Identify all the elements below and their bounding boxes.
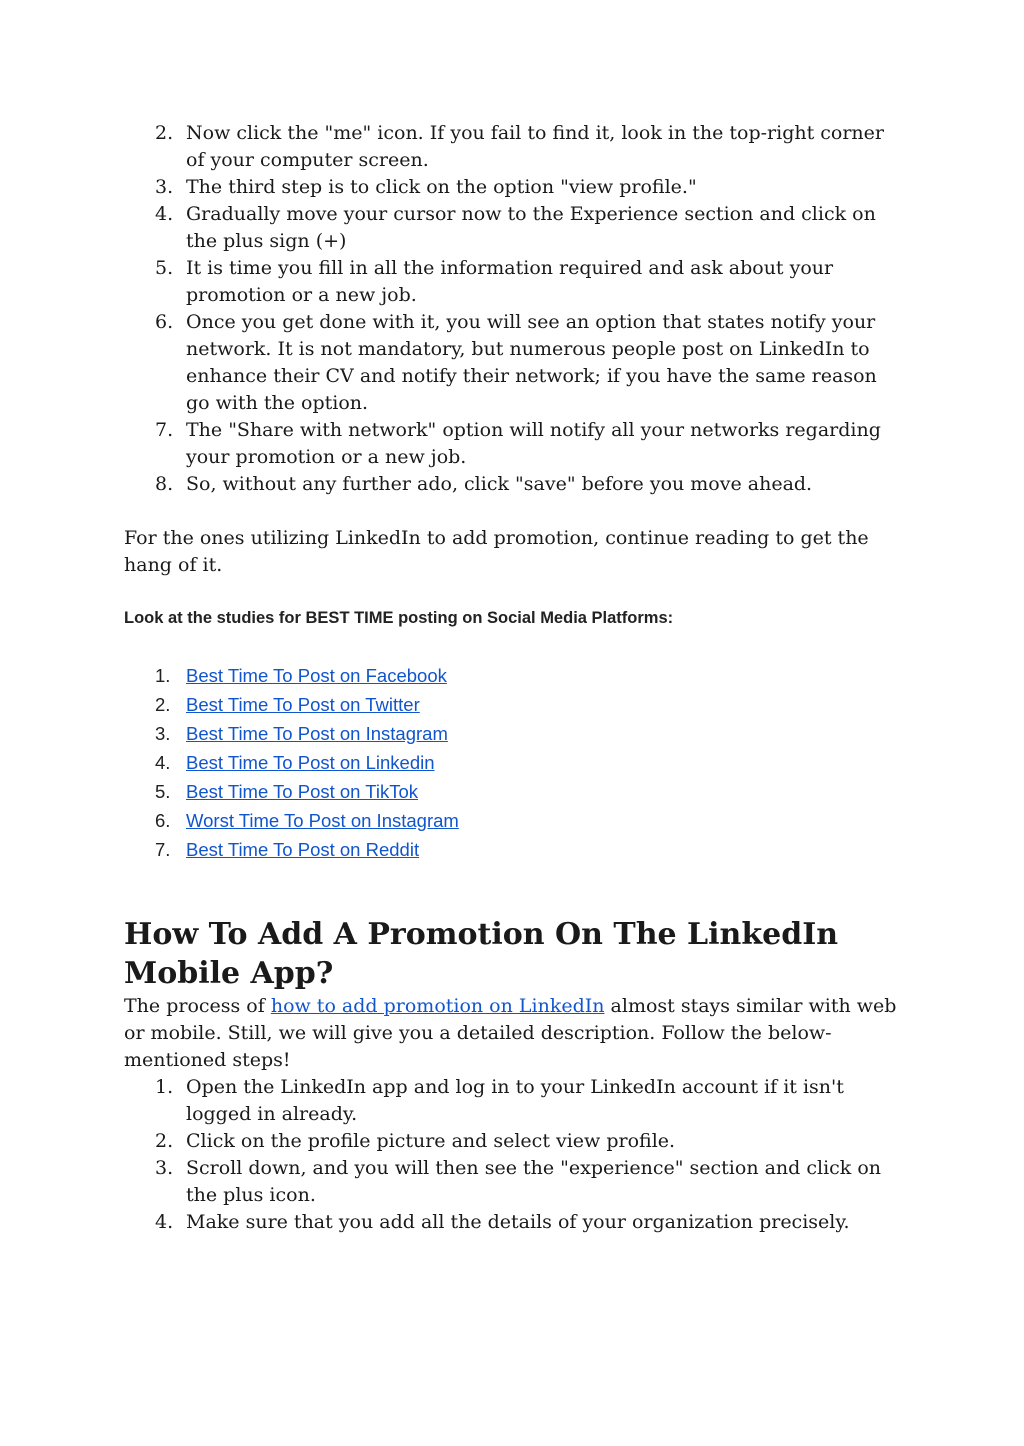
document-page <box>124 120 904 1236</box>
list-number: 3. <box>155 1157 174 1179</box>
link-best-time-facebook[interactable]: Best Time To Post on Facebook <box>186 665 447 686</box>
web-steps-list <box>124 120 904 498</box>
list-number: 3. <box>155 176 174 198</box>
link-best-time-tiktok[interactable]: Best Time To Post on TikTok <box>186 781 419 802</box>
list-number: 1. <box>155 665 171 686</box>
list-item <box>124 835 904 864</box>
list-number: 6. <box>155 810 171 831</box>
link-worst-time-instagram[interactable]: Worst Time To Post on Instagram <box>186 810 459 831</box>
list-number: 5. <box>155 781 171 802</box>
studies-heading: Look at the studies for BEST TIME posting on Social Media Platforms: <box>124 609 674 627</box>
list-number: 7. <box>155 419 174 441</box>
list-item <box>124 1074 904 1128</box>
list-item <box>124 471 904 498</box>
list-number: 8. <box>155 473 174 495</box>
list-item <box>124 309 904 417</box>
list-number: 2. <box>155 1130 174 1152</box>
list-item-text: Once you get done with it, you will see an option that states notify your network. It is not mandatory, but numerous people post on LinkedIn to enhance their CV and notify their network; if you have the same reason go with the option. <box>186 311 877 414</box>
list-item <box>124 174 904 201</box>
list-number: 4. <box>155 203 174 225</box>
list-item-text: Click on the profile picture and select view profile. <box>186 1130 676 1152</box>
paragraph-text: The process of <box>124 995 271 1017</box>
list-item-text: Scroll down, and you will then see the "experience" section and click on the plus icon. <box>186 1157 882 1206</box>
link-best-time-twitter[interactable]: Best Time To Post on Twitter <box>186 694 420 715</box>
list-item-text: Make sure that you add all the details of your organization precisely. <box>186 1211 850 1233</box>
mobile-steps-list <box>124 1074 904 1236</box>
list-item-text: So, without any further ado, click "save" before you move ahead. <box>186 473 813 495</box>
link-best-time-reddit[interactable]: Best Time To Post on Reddit <box>186 839 420 860</box>
list-number: 7. <box>155 839 171 860</box>
how-to-add-promotion-link[interactable]: how to add promotion on LinkedIn <box>270 995 605 1017</box>
list-number: 2. <box>155 122 174 144</box>
list-item-text: The third step is to click on the option "view profile." <box>186 176 697 198</box>
list-item-text: Gradually move your cursor now to the Experience section and click on the plus sign (+) <box>186 203 876 252</box>
list-item <box>124 1128 904 1155</box>
list-item <box>124 806 904 835</box>
intro-paragraph: For the ones utilizing LinkedIn to add promotion, continue reading to get the hang of it. <box>124 527 869 576</box>
paragraph-text: almost stays similar with web or mobile. Still, we will give you a detailed description. Follow the below-mentioned steps! <box>124 995 897 1071</box>
list-number: 1. <box>155 1076 174 1098</box>
list-item <box>124 255 904 309</box>
list-number: 2. <box>155 694 171 715</box>
list-item <box>124 1209 904 1236</box>
list-item-text: The "Share with network" option will notify all your networks regarding your promotion or a new job. <box>186 419 881 468</box>
link-best-time-instagram[interactable]: Best Time To Post on Instagram <box>186 723 448 744</box>
list-number: 4. <box>155 752 171 773</box>
list-number: 3. <box>155 723 171 744</box>
list-item <box>124 201 904 255</box>
section-title: How To Add A Promotion On The LinkedIn Mobile App? <box>124 917 839 991</box>
list-number: 5. <box>155 257 174 279</box>
list-item <box>124 417 904 471</box>
list-item <box>124 1155 904 1209</box>
list-item <box>124 690 904 719</box>
list-item-text: It is time you fill in all the information required and ask about your promotion or a new job. <box>186 257 834 306</box>
mobile-intro-paragraph <box>124 993 904 1074</box>
list-item <box>124 120 904 174</box>
link-best-time-linkedin[interactable]: Best Time To Post on Linkedin <box>186 752 435 773</box>
studies-link-list <box>124 661 904 864</box>
list-item <box>124 748 904 777</box>
list-item <box>124 719 904 748</box>
list-item <box>124 661 904 690</box>
list-number: 6. <box>155 311 174 333</box>
list-item-text: Open the LinkedIn app and log in to your LinkedIn account if it isn't logged in already. <box>186 1076 844 1125</box>
list-item <box>124 777 904 806</box>
list-number: 4. <box>155 1211 174 1233</box>
list-item-text: Now click the "me" icon. If you fail to find it, look in the top-right corner of your computer screen. <box>186 122 884 171</box>
